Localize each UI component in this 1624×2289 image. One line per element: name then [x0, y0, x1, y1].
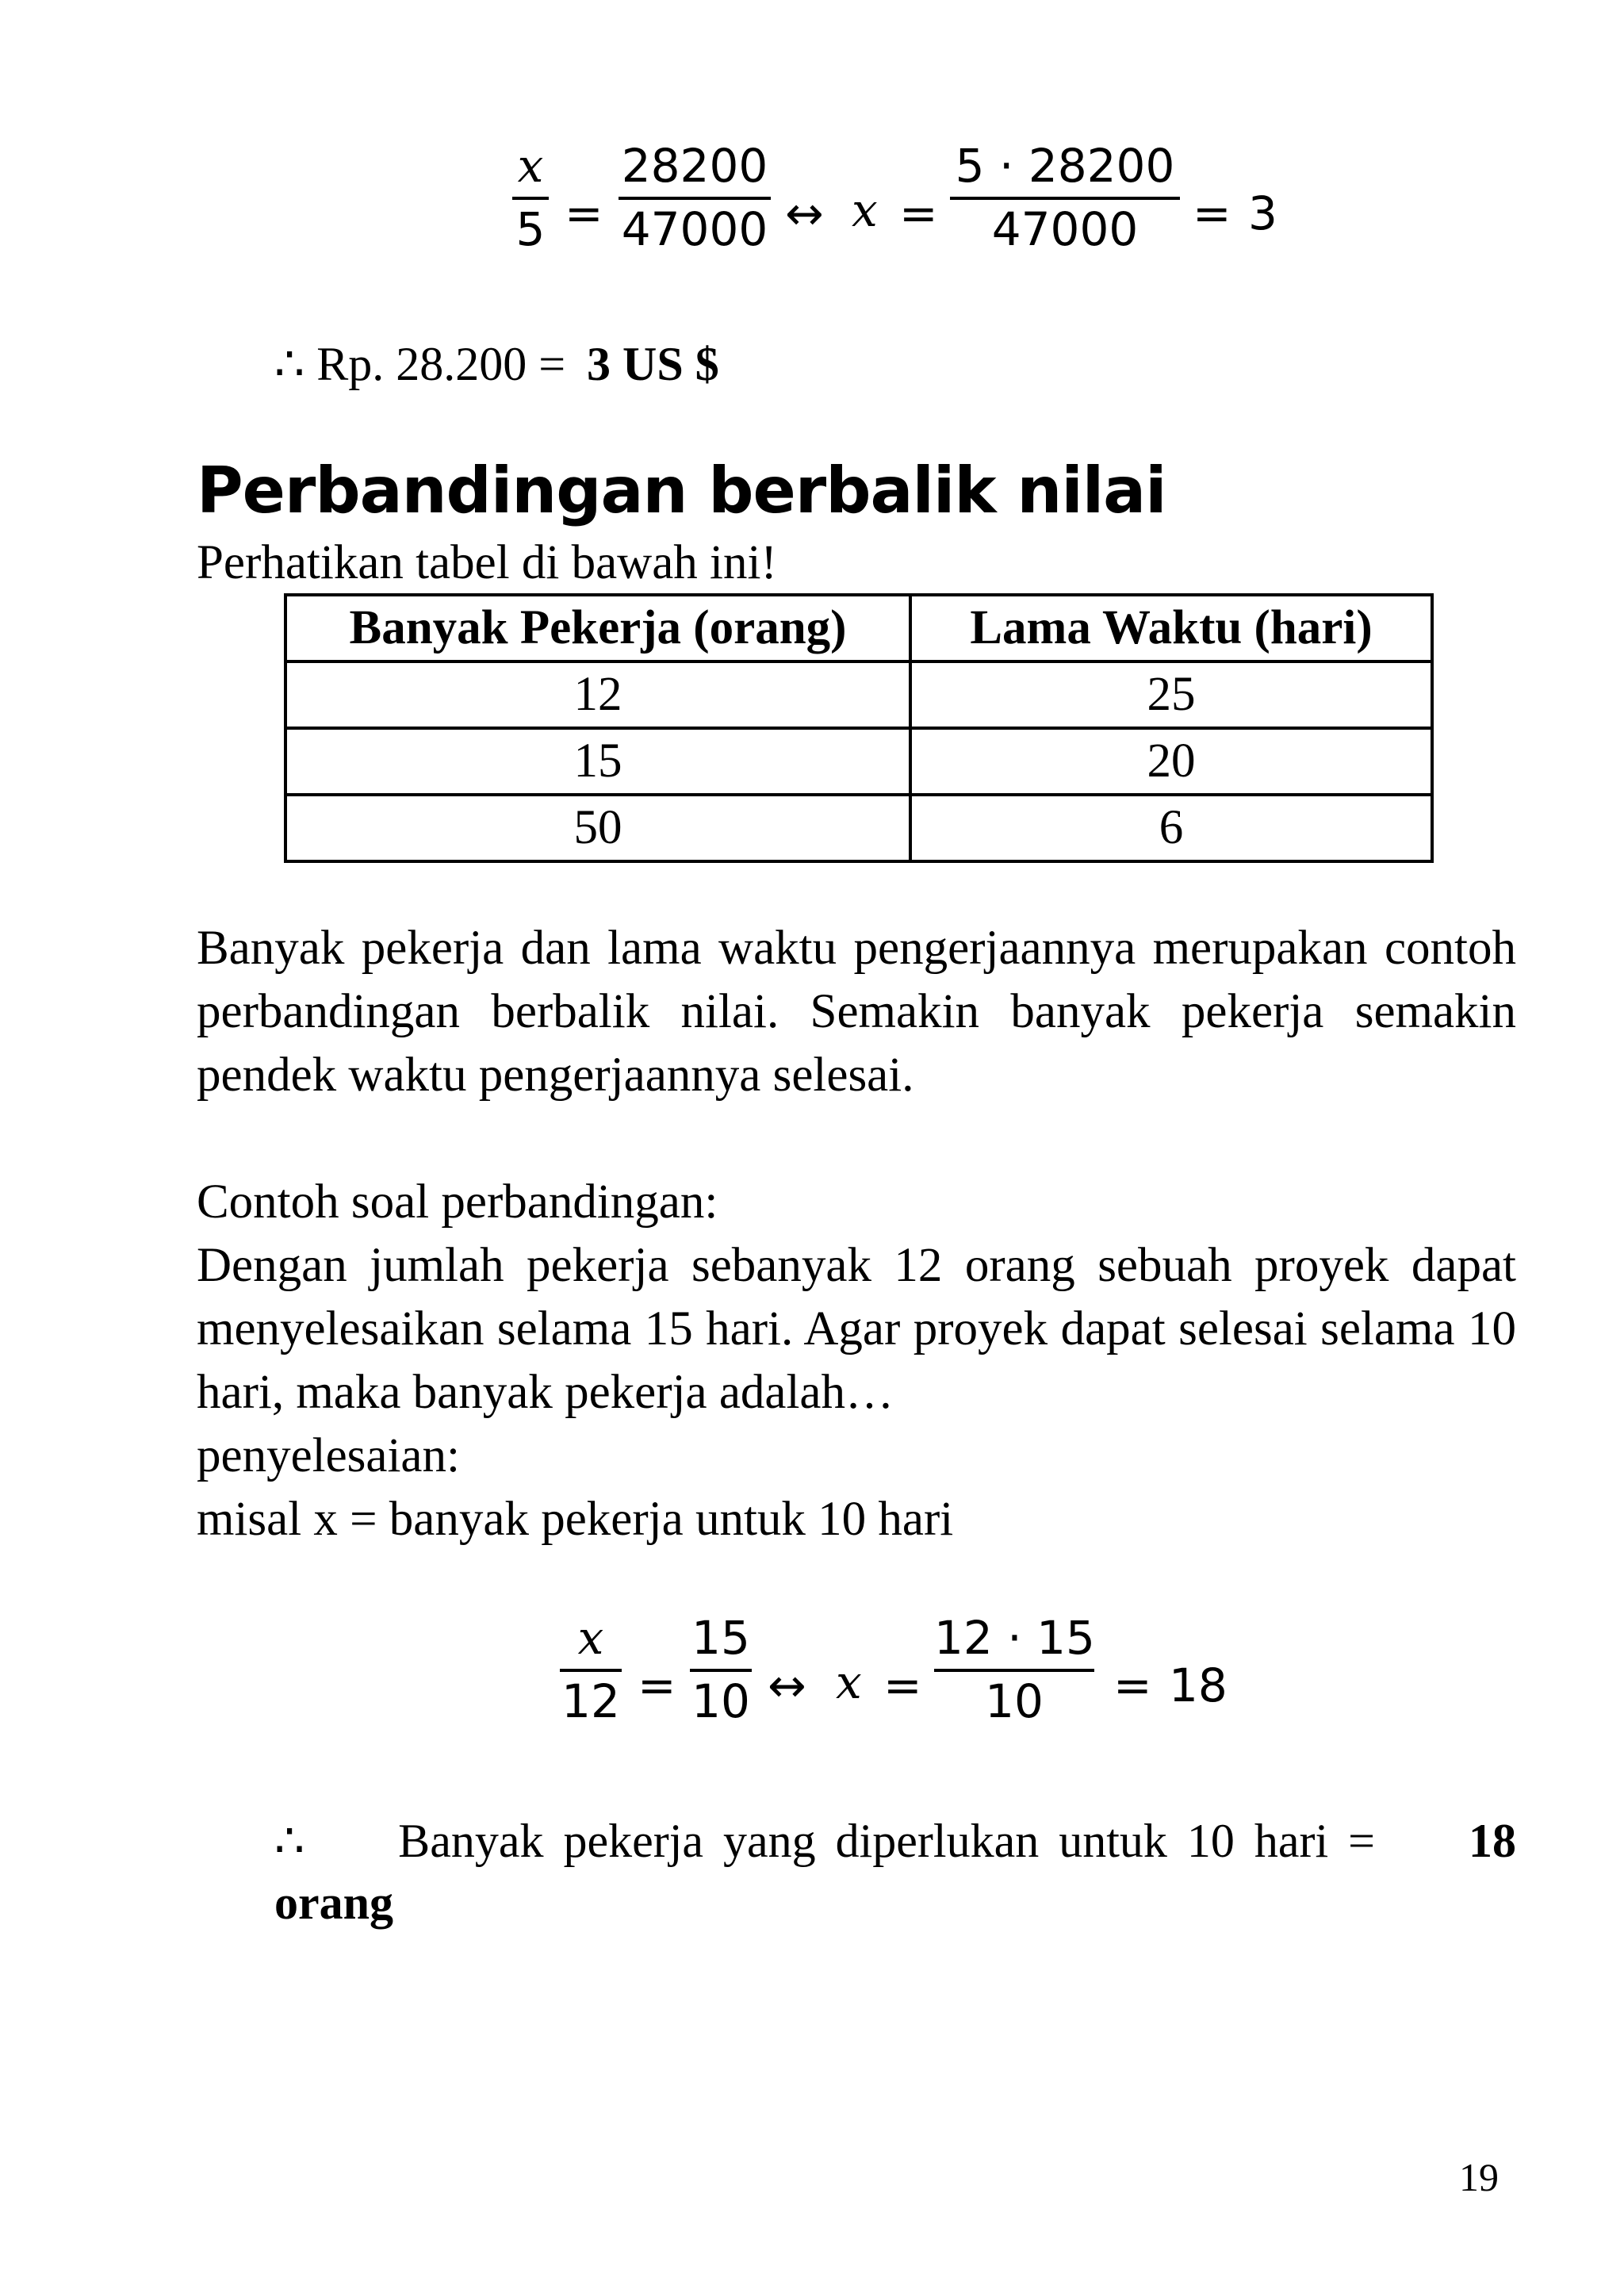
variable-x: x	[852, 183, 878, 237]
table-cell: 25	[910, 661, 1432, 728]
fraction-numerator: 28200	[621, 139, 768, 193]
solution-label: penyelesaian:	[197, 1429, 460, 1482]
table-cell: 6	[910, 795, 1432, 861]
fraction-bar	[690, 1669, 752, 1672]
page-number: 19	[1459, 2155, 1499, 2199]
fraction-numerator: x	[577, 1611, 604, 1665]
equals-sign: =	[899, 186, 938, 240]
table-row	[285, 795, 1432, 861]
equals-sign: =	[638, 1658, 676, 1712]
therefore-symbol: ∴	[274, 338, 305, 390]
equation-workers	[0, 1586, 1624, 1761]
iff-arrow: ↔	[785, 186, 824, 240]
fraction-numerator: 5 · 28200	[955, 139, 1175, 193]
conclusion-answer-number: 18	[1468, 1815, 1516, 1867]
equals-sign: =	[565, 186, 603, 240]
equation-currency	[0, 0, 1624, 286]
conclusion-currency	[274, 333, 719, 395]
fraction-5x28200-over-47000	[950, 139, 1180, 256]
conclusion-text: Rp. 28.200 =	[316, 338, 566, 390]
fraction-15-over-10	[690, 1611, 752, 1728]
conclusion-answer-unit: orang	[274, 1877, 393, 1929]
equation-result: 18	[1169, 1658, 1228, 1712]
table-cell: 15	[285, 728, 910, 795]
fraction-denominator: 10	[985, 1674, 1044, 1728]
fraction-denominator: 47000	[621, 202, 768, 256]
column-header-time: Lama Waktu (hari)	[910, 595, 1432, 661]
fraction-denominator: 47000	[991, 202, 1139, 256]
fraction-bar	[934, 1669, 1094, 1672]
fraction-bar	[950, 197, 1180, 200]
fraction-denominator: 5	[515, 202, 546, 256]
table-cell: 12	[285, 661, 910, 728]
conclusion-answer: 3 US $	[587, 338, 719, 390]
table-header-row	[285, 595, 1432, 661]
fraction-x-over-12	[560, 1611, 622, 1728]
iff-arrow: ↔	[768, 1658, 806, 1712]
fraction-numerator: x	[517, 139, 544, 193]
example-title: Contoh soal perbandingan:	[197, 1175, 718, 1229]
table-intro: Perhatikan tabel di bawah ini!	[197, 536, 777, 589]
fraction-numerator: 12 · 15	[934, 1611, 1095, 1665]
conclusion-line-1	[274, 1810, 1516, 1872]
equation-result: 3	[1248, 186, 1277, 240]
workers-time-table	[284, 593, 1434, 863]
fraction-x-over-5	[512, 139, 549, 256]
example-problem: Dengan jumlah pekerja sebanyak 12 orang sebuah proyek dapat menyelesaikan selama 15 hari. Agar proyek dapat selesai selama 10 hari, maka banyak pekerja adalah…	[197, 1239, 1516, 1419]
therefore-symbol: ∴	[274, 1815, 305, 1867]
fraction-numerator: 15	[691, 1611, 750, 1665]
equals-sign: =	[1113, 1658, 1152, 1712]
explanation-paragraph: Banyak pekerja dan lama waktu pengerjaannya merupakan contoh perbandingan berbalik nilai. Semakin banyak pekerja semakin pendek waktu pengerjaannya selesai.	[197, 922, 1516, 1102]
variable-x: x	[836, 1655, 862, 1709]
table-cell: 50	[285, 795, 910, 861]
solution-assumption: misal x = banyak pekerja untuk 10 hari	[197, 1493, 954, 1546]
table-row	[285, 728, 1432, 795]
fraction-denominator: 10	[691, 1674, 750, 1728]
equals-sign: =	[883, 1658, 922, 1712]
fraction-12x15-over-10	[934, 1611, 1095, 1728]
column-header-workers: Banyak Pekerja (orang)	[285, 595, 910, 661]
fraction-bar	[512, 197, 549, 200]
section-heading: Perbandingan berbalik nilai	[197, 454, 1166, 527]
equals-sign: =	[1193, 186, 1231, 240]
table-row	[285, 661, 1432, 728]
fraction-bar	[560, 1669, 622, 1672]
table-cell: 20	[910, 728, 1432, 795]
fraction-bar	[619, 197, 771, 200]
fraction-denominator: 12	[561, 1674, 620, 1728]
conclusion-text: Banyak pekerja yang diperlukan untuk 10 hari =	[398, 1815, 1375, 1867]
conclusion-workers	[274, 1810, 1516, 1934]
fraction-28200-over-47000	[619, 139, 771, 256]
